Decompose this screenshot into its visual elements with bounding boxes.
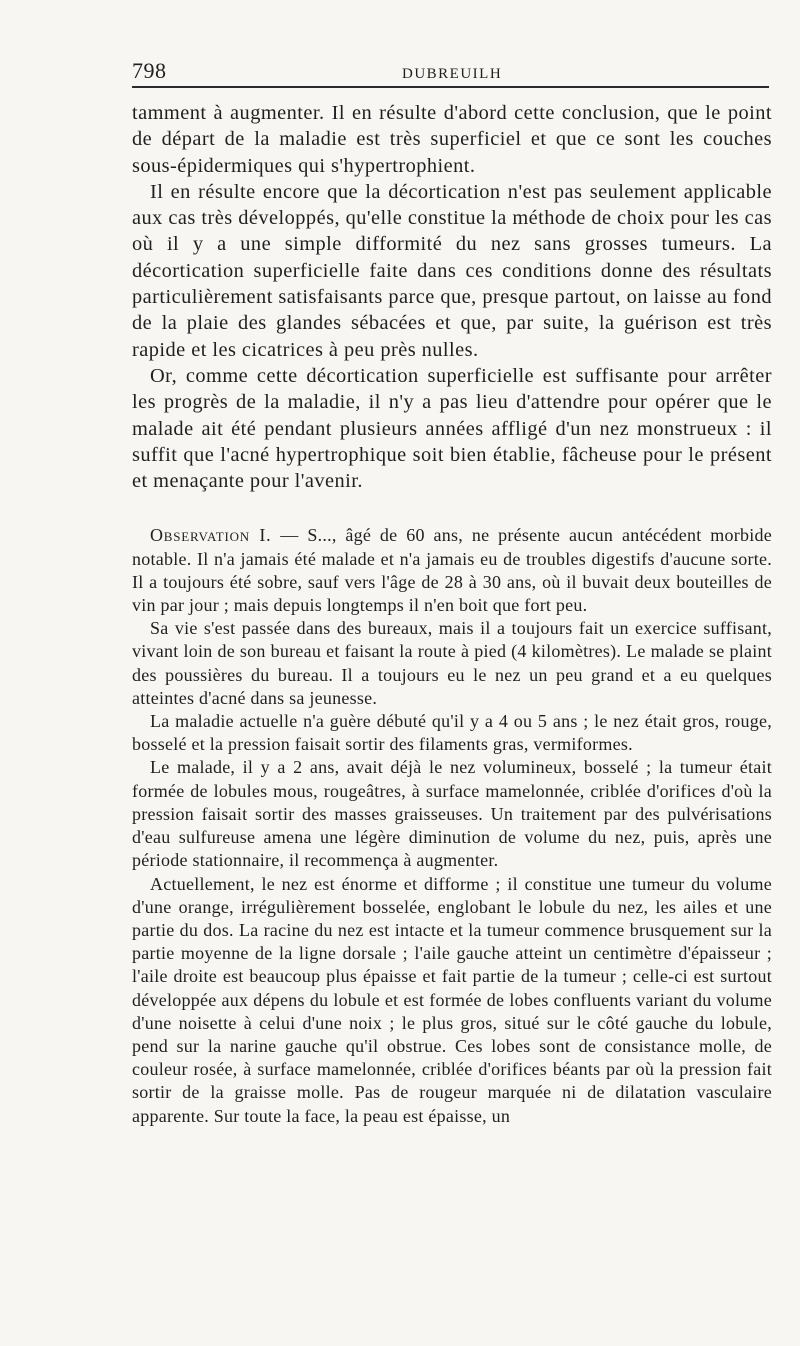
observation-title: Observation I. (150, 525, 272, 546)
observation-paragraph: Sa vie s'est passée dans des bureaux, mais il a toujours fait un exercice suffisant, vivant loin de son bureau et faisant la route à pied (4 kilomètres). Le malade se plaint des poussières du bureau. Il a toujours eu le nez un peu grand et a eu quelques atteintes d'acné dans sa jeunesse. (132, 618, 772, 708)
running-head-author: DUBREUILH (402, 66, 503, 82)
observation-first-paragraph (132, 524, 772, 617)
observation-text: — S..., âgé de 60 ans, ne présente aucun antécédent morbide notable. Il n'a jamais été malade et n'a jamais eu de troubles digestifs d'aucune sorte. Il a toujours été sobre, sauf vers l'âge de 28 à 30 ans, où il buvait deux bouteilles de vin par jour ; mais depuis longtemps il n'en boit que fort peu. (132, 525, 772, 616)
main-text (132, 100, 772, 494)
paragraph-continuation: tamment à augmenter. Il en résulte d'abord cette conclusion, que le point de départ de la maladie est très superficiel et que ce sont les couches sous-épidermiques qui s'hypertrophient. (132, 102, 772, 177)
observation-paragraph: La maladie actuelle n'a guère débuté qu'il y a 4 ou 5 ans ; le nez était gros, rouge, bosselé et la pression faisait sortir des filaments gras, vermiformes. (132, 711, 772, 755)
paragraph: Or, comme cette décortication superficielle est suffisante pour arrêter les progrès de la maladie, il n'y a pas lieu d'attendre pour opérer que le malade ait été pendant plusieurs années affligé d'un nez monstrueux : il suffit que l'acné hypertrophique soit bien établie, fâcheuse pour le présent et menaçante pour l'avenir. (132, 364, 772, 493)
observation-section (132, 524, 772, 1127)
observation-paragraph: Actuellement, le nez est énorme et difforme ; il constitue une tumeur du volume d'une orange, irrégulièrement bosselée, englobant le lobule du nez, les ailes et une partie du dos. La racine du nez est intacte et la tumeur commence brusquement sur la partie moyenne de la ligne dorsale ; l'aile gauche atteint un centimètre d'épaisseur ; l'aile droite est beaucoup plus épaisse et fait partie de la tumeur ; celle-ci est surtout développée aux dépens du lobule et est formée de lobes confluents variant du volume d'une noisette à celui d'une noix ; le plus gros, situé sur le côté gauche du lobule, pend sur la narine gauche qu'il obstrue. Ces lobes sont de consistance molle, de couleur rosée, à surface mamelonnée, criblée d'orifices béants par où la pression fait sortir de la graisse molle. Pas de rougeur marquée ni de dilatation vasculaire apparente. Sur toute la face, la peau est épaisse, un (132, 873, 772, 1126)
page-number: 798 (132, 58, 167, 83)
observation-paragraph: Le malade, il y a 2 ans, avait déjà le nez volumineux, bosselé ; la tumeur était formée de lobules mous, rougeâtres, à surface mamelonnée, criblée d'orifices d'où la pression faisait sortir des masses graisseuses. Un traitement par des pulvérisations d'eau sulfureuse amena une légère diminution de volume du nez, puis, après une période stationnaire, il recommença à augmenter. (132, 757, 772, 871)
running-head (132, 58, 769, 88)
paragraph: Il en résulte encore que la décortication n'est pas seulement applicable aux cas très développés, qu'elle constitue la méthode de choix pour les cas où il y a une simple difformité du nez sans grosses tumeurs. La décortication superficielle faite dans ces conditions donne des résultats particulièrement satisfaisants parce que, presque partout, on laisse au fond de la plaie des glandes sébacées et que, par suite, la guérison est très rapide et les cicatrices à peu près nulles. (132, 180, 772, 361)
